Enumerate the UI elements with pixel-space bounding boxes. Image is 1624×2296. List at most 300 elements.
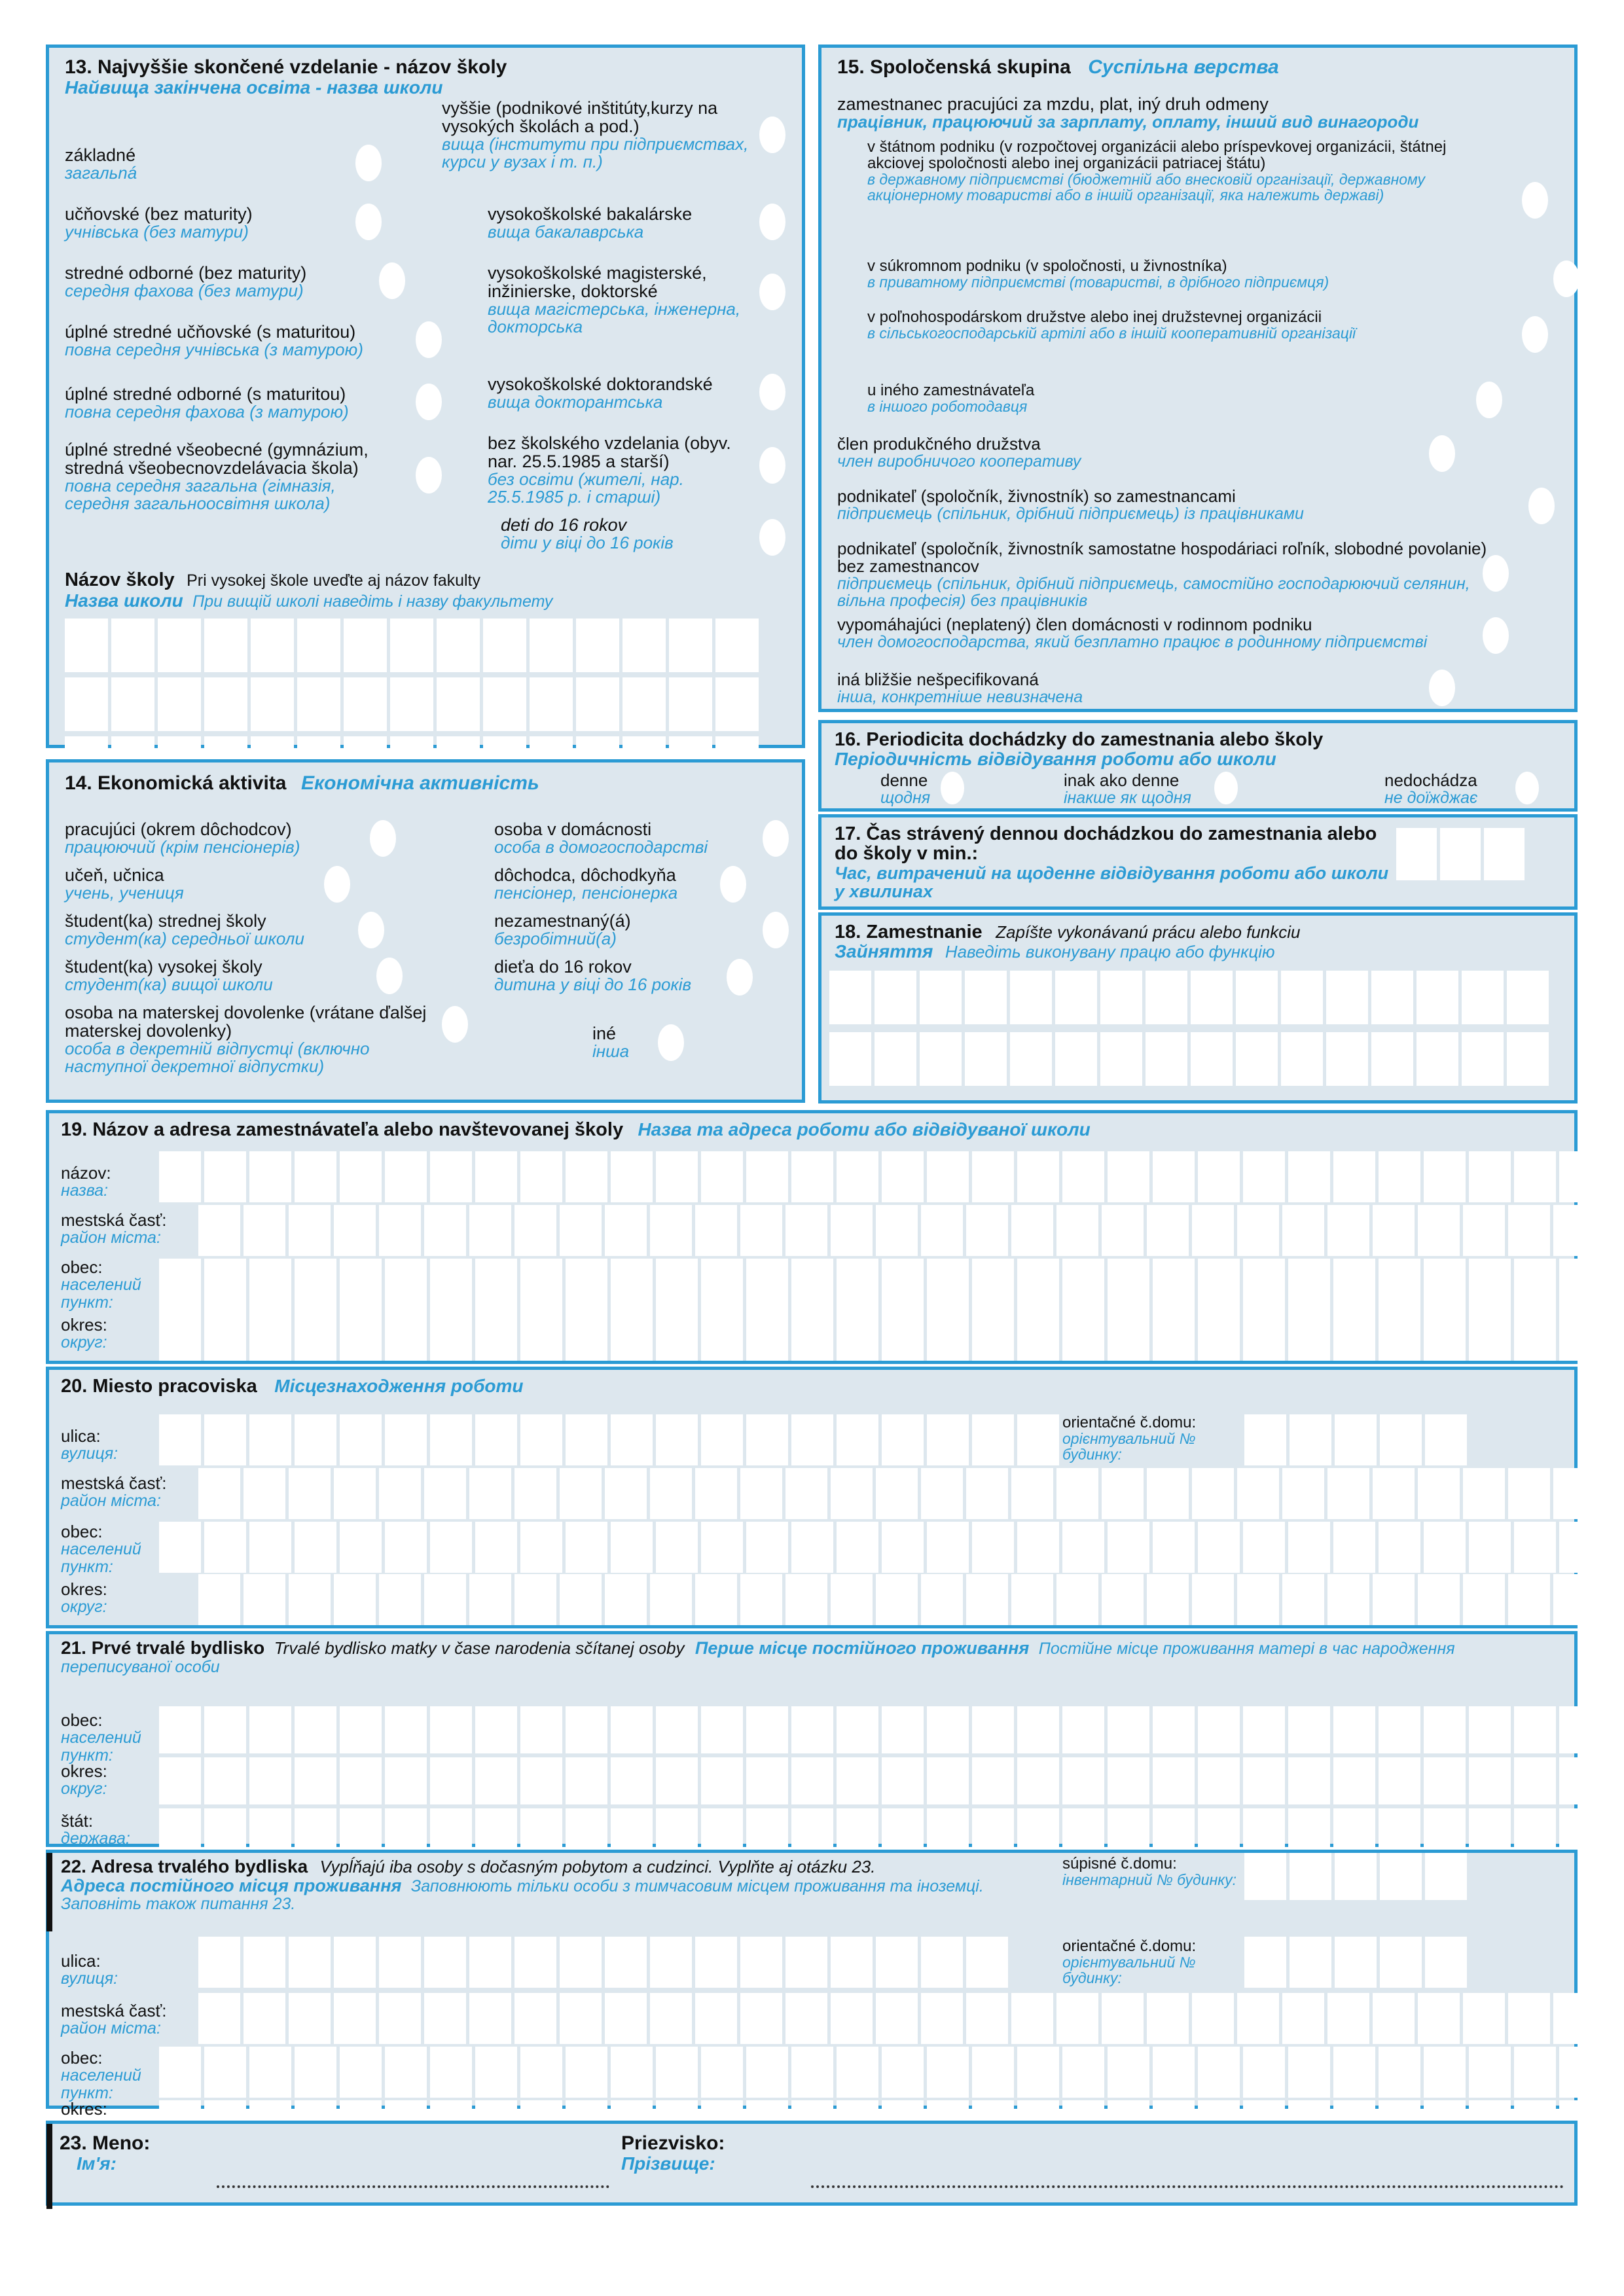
grid-cell[interactable] [611,2047,653,2098]
grid-cell[interactable] [876,1993,918,2044]
grid-cell[interactable] [1326,971,1368,1024]
grid-cell[interactable] [1469,1706,1511,1753]
grid-cell[interactable] [430,1414,472,1465]
grid-cell[interactable] [158,677,201,731]
grid-cell[interactable] [966,1937,1008,1988]
grid-cell[interactable] [514,1993,556,2044]
grid-cell[interactable] [1507,971,1549,1024]
grid-cell[interactable] [927,2047,969,2098]
grid-cell[interactable] [876,1574,918,1625]
grid-cell[interactable] [1425,1414,1467,1465]
grid-cell[interactable] [249,1706,291,1753]
grid-cell[interactable] [1062,1757,1104,1804]
grid-cell[interactable] [1553,1205,1595,1256]
grid-cell[interactable] [1559,1151,1601,1202]
grid-cell[interactable] [295,1706,336,1753]
grid-cell[interactable] [1062,1259,1104,1310]
grid-cell[interactable] [1335,1937,1377,1988]
grid-cell[interactable] [695,1574,737,1625]
grid-cell[interactable] [1062,1706,1104,1753]
grid-cell[interactable] [746,1414,788,1465]
grid-cell[interactable] [656,1151,698,1202]
q13-bubble-6[interactable] [759,117,785,153]
grid-cell[interactable] [204,1757,246,1804]
q13-bubble-9[interactable] [759,374,785,410]
grid-cell[interactable] [791,2047,833,2098]
grid-cell[interactable] [469,1993,511,2044]
grid-cell[interactable] [1559,1310,1601,1361]
grid-cell[interactable] [340,1151,382,1202]
grid-cell[interactable] [1243,1151,1285,1202]
grid-cell[interactable] [1371,1032,1413,1086]
grid-cell[interactable] [295,1414,336,1465]
grid-cell[interactable] [1102,1205,1144,1256]
grid-cell[interactable] [560,1993,602,2044]
grid-cell[interactable] [785,1468,827,1519]
grid-cell[interactable] [520,1310,562,1361]
grid-cell[interactable] [1327,1993,1369,2044]
grid-cell[interactable] [746,1310,788,1361]
grid-cell[interactable] [520,1151,562,1202]
q13-bubble-8[interactable] [759,274,785,310]
grid-cell[interactable] [249,1310,291,1361]
grid-cell[interactable] [520,1414,562,1465]
grid-cell[interactable] [385,1259,427,1310]
grid-cell[interactable] [972,1706,1014,1753]
grid-cell[interactable] [385,1757,427,1804]
grid-cell[interactable] [1244,1414,1286,1465]
grid-cell[interactable] [560,1205,602,1256]
grid-cell[interactable] [882,1414,924,1465]
grid-cell[interactable] [1288,1808,1330,1856]
grid-cell[interactable] [379,1574,421,1625]
grid-cell[interactable] [920,1032,962,1086]
grid-cell[interactable] [1011,1205,1053,1256]
grid-cell[interactable] [1243,1310,1285,1361]
grid-cell[interactable] [1373,1468,1415,1519]
grid-cell[interactable] [656,1259,698,1310]
grid-cell[interactable] [1333,1757,1375,1804]
grid-cell[interactable] [882,1808,924,1856]
grid-cell[interactable] [972,1808,1014,1856]
q14-bubble-left-0[interactable] [370,820,396,857]
grid-cell[interactable] [385,1151,427,1202]
grid-cell[interactable] [475,1808,517,1856]
grid-cell[interactable] [1514,1522,1556,1573]
grid-cell[interactable] [1011,1993,1053,2044]
grid-cell[interactable] [882,1757,924,1804]
q15-bubble-0[interactable] [1522,182,1548,219]
grid-cell[interactable] [111,619,154,672]
grid-cell[interactable] [1108,1706,1149,1753]
grid-cell[interactable] [340,1808,382,1856]
grid-cell[interactable] [1373,1993,1415,2044]
q22-grid-house-number-orientation[interactable] [1244,1937,1470,1988]
grid-cell[interactable] [701,1522,743,1573]
grid-cell[interactable] [1507,1032,1549,1086]
grid-cell[interactable] [469,1574,511,1625]
grid-cell[interactable] [921,1937,963,1988]
grid-cell[interactable] [1282,1574,1324,1625]
grid-cell[interactable] [289,1937,331,1988]
grid-cell[interactable] [1469,2047,1511,2098]
q15-bubble-7[interactable] [1483,617,1509,654]
grid-cell[interactable] [1333,1151,1375,1202]
q20-grid-ulica[interactable] [159,1414,1062,1465]
grid-cell[interactable] [1108,1522,1149,1573]
grid-cell[interactable] [1191,971,1233,1024]
grid-cell[interactable] [1290,1853,1331,1900]
grid-cell[interactable] [927,1706,969,1753]
grid-cell[interactable] [1327,1205,1369,1256]
grid-cell[interactable] [701,1757,743,1804]
grid-cell[interactable] [920,971,962,1024]
grid-cell[interactable] [1335,1414,1377,1465]
grid-cell[interactable] [430,1522,472,1573]
grid-cell[interactable] [1153,1151,1195,1202]
grid-cell[interactable] [1198,1310,1240,1361]
grid-cell[interactable] [424,1993,466,2044]
grid-cell[interactable] [1333,1259,1375,1310]
grid-cell[interactable] [966,1993,1008,2044]
grid-cell[interactable] [972,1151,1014,1202]
grid-cell[interactable] [1514,1259,1556,1310]
grid-cell[interactable] [611,1757,653,1804]
grid-cell[interactable] [340,1706,382,1753]
grid-cell[interactable] [1146,971,1187,1024]
grid-cell[interactable] [295,1522,336,1573]
grid-cell[interactable] [1010,971,1052,1024]
grid-cell[interactable] [1017,1706,1059,1753]
grid-cell[interactable] [1290,1414,1331,1465]
grid-cell[interactable] [1237,1468,1279,1519]
grid-cell[interactable] [159,1151,201,1202]
grid-cell[interactable] [1333,1522,1375,1573]
grid-cell[interactable] [1243,1808,1285,1856]
grid-cell[interactable] [695,1993,737,2044]
grid-cell[interactable] [1062,2047,1104,2098]
grid-cell[interactable] [1379,1151,1420,1202]
grid-cell[interactable] [344,619,387,672]
grid-cell[interactable] [204,2047,246,2098]
q22-grid-ulica[interactable] [198,1937,1011,1988]
grid-cell[interactable] [1379,2047,1420,2098]
grid-cell[interactable] [1017,1808,1059,1856]
grid-cell[interactable] [1333,2047,1375,2098]
grid-cell[interactable] [1011,1574,1053,1625]
grid-cell[interactable] [390,619,433,672]
grid-cell[interactable] [1327,1468,1369,1519]
q14-bubble-right-1[interactable] [720,866,746,903]
grid-cell[interactable] [1380,1853,1422,1900]
grid-cell[interactable] [1559,2047,1601,2098]
grid-cell[interactable] [650,1937,692,1988]
grid-cell[interactable] [611,1522,653,1573]
grid-cell[interactable] [1373,1205,1415,1256]
grid-cell[interactable] [1463,1468,1505,1519]
grid-cell[interactable] [882,1522,924,1573]
grid-cell[interactable] [746,1259,788,1310]
grid-cell[interactable] [385,1522,427,1573]
q15-bubble-8[interactable] [1429,670,1455,706]
q20-grid-okres[interactable] [198,1574,1598,1625]
grid-cell[interactable] [972,1310,1014,1361]
grid-cell[interactable] [530,677,573,731]
grid-cell[interactable] [927,1522,969,1573]
grid-cell[interactable] [1514,1706,1556,1753]
q13-bubble-10[interactable] [759,447,785,484]
grid-cell[interactable] [1244,1853,1286,1900]
grid-cell[interactable] [611,1414,653,1465]
grid-cell[interactable] [530,619,573,672]
grid-cell[interactable] [1017,1757,1059,1804]
grid-cell[interactable] [65,677,108,731]
grid-cell[interactable] [1333,1310,1375,1361]
q21-grid-okres[interactable] [159,1757,1604,1804]
q14-bubble-left-3[interactable] [376,958,403,994]
q22-grid-mestska-cast[interactable] [198,1993,1598,2044]
grid-cell[interactable] [1243,1259,1285,1310]
grid-cell[interactable] [1236,1032,1278,1086]
grid-cell[interactable] [297,619,340,672]
q15-bubble-3[interactable] [1476,382,1502,418]
grid-cell[interactable] [1108,2047,1149,2098]
grid-cell[interactable] [785,1937,827,1988]
grid-cell[interactable] [1282,1468,1324,1519]
grid-cell[interactable] [740,1205,782,1256]
grid-cell[interactable] [837,1706,878,1753]
grid-cell[interactable] [1508,1574,1550,1625]
grid-cell[interactable] [430,1757,472,1804]
grid-cell[interactable] [1056,1993,1098,2044]
grid-cell[interactable] [1243,1522,1285,1573]
grid-cell[interactable] [1153,1808,1195,1856]
grid-cell[interactable] [972,2047,1014,2098]
grid-cell[interactable] [1418,1205,1460,1256]
grid-cell[interactable] [1198,1757,1240,1804]
grid-cell[interactable] [829,971,871,1024]
grid-cell[interactable] [1108,1808,1149,1856]
grid-cell[interactable] [650,1205,692,1256]
grid-cell[interactable] [475,1151,517,1202]
grid-cell[interactable] [1055,971,1097,1024]
grid-cell[interactable] [611,1706,653,1753]
grid-cell[interactable] [1508,1468,1550,1519]
grid-cell[interactable] [1017,1522,1059,1573]
grid-cell[interactable] [249,1259,291,1310]
grid-cell[interactable] [1462,1032,1504,1086]
grid-cell[interactable] [1559,1706,1601,1753]
grid-cell[interactable] [1514,2047,1556,2098]
grid-cell[interactable] [1243,2047,1285,2098]
grid-cell[interactable] [1379,1259,1420,1310]
grid-c ell[interactable] [1559,1808,1601,1856]
grid-cell[interactable] [520,1706,562,1753]
q13-school-name-grid-row-1[interactable] [65,619,762,672]
q13-bubble-5[interactable] [416,457,442,493]
grid-cell[interactable] [1198,1808,1240,1856]
grid-cell[interactable] [785,1205,827,1256]
q14-bubble-left-2[interactable] [358,912,384,948]
grid-cell[interactable] [1017,1414,1059,1465]
grid-cell[interactable] [204,677,247,731]
grid-cell[interactable] [972,1522,1014,1573]
grid-cell[interactable] [424,1937,466,1988]
grid-cell[interactable] [437,677,480,731]
grid-cell[interactable] [656,1808,698,1856]
grid-cell[interactable] [972,1757,1014,1804]
grid-cell[interactable] [520,1259,562,1310]
grid-cell[interactable] [520,1808,562,1856]
grid-cell[interactable] [1102,1574,1144,1625]
grid-cell[interactable] [1056,1468,1098,1519]
grid-cell[interactable] [1288,1151,1330,1202]
grid-cell[interactable] [1192,1993,1234,2044]
grid-cell[interactable] [1288,1706,1330,1753]
grid-cell[interactable] [385,2047,427,2098]
grid-cell[interactable] [1100,971,1142,1024]
grid-cell[interactable] [514,1205,556,1256]
grid-cell[interactable] [1333,1706,1375,1753]
grid-cell[interactable] [1462,971,1504,1024]
grid-cell[interactable] [475,1310,517,1361]
grid-cell[interactable] [576,619,619,672]
grid-cell[interactable] [1056,1574,1098,1625]
grid-cell[interactable] [1017,1310,1059,1361]
grid-cell[interactable] [385,1808,427,1856]
grid-cell[interactable] [1373,1574,1415,1625]
grid-cell[interactable] [385,1414,427,1465]
grid-cell[interactable] [1424,1151,1466,1202]
grid-cell[interactable] [289,1574,331,1625]
grid-cell[interactable] [1062,1151,1104,1202]
grid-cell[interactable] [1416,971,1458,1024]
grid-cell[interactable] [1418,1993,1460,2044]
grid-cell[interactable] [927,1808,969,1856]
grid-cell[interactable] [340,1522,382,1573]
grid-cell[interactable] [1198,1706,1240,1753]
grid-cell[interactable] [611,1310,653,1361]
grid-cell[interactable] [882,1310,924,1361]
grid-cell[interactable] [344,677,387,731]
grid-cell[interactable] [1153,2047,1195,2098]
grid-cell[interactable] [334,1205,376,1256]
grid-cell[interactable] [1559,1259,1601,1310]
grid-cell[interactable] [469,1937,511,1988]
grid-cell[interactable] [695,1937,737,1988]
grid-cell[interactable] [469,1468,511,1519]
grid-cell[interactable] [249,2047,291,2098]
grid-cell[interactable] [198,1574,240,1625]
grid-cell[interactable] [483,619,526,672]
grid-cell[interactable] [746,1808,788,1856]
grid-cell[interactable] [520,1522,562,1573]
grid-cell[interactable] [1379,1706,1420,1753]
grid-cell[interactable] [244,1937,285,1988]
grid-cell[interactable] [1192,1205,1234,1256]
grid-cell[interactable] [1062,1808,1104,1856]
grid-cell[interactable] [249,1151,291,1202]
grid-cell[interactable] [340,1259,382,1310]
grid-cell[interactable] [566,1414,607,1465]
grid-cell[interactable] [746,2047,788,2098]
grid-cell[interactable] [1379,1808,1420,1856]
q13-bubble-3[interactable] [416,321,442,358]
grid-cell[interactable] [927,1310,969,1361]
grid-cell[interactable] [740,1937,782,1988]
grid-cell[interactable] [740,1468,782,1519]
q15-bubble-4[interactable] [1429,435,1455,472]
grid-cell[interactable] [611,1259,653,1310]
grid-cell[interactable] [1380,1937,1422,1988]
grid-cell[interactable] [650,1574,692,1625]
grid-cell[interactable] [1198,1522,1240,1573]
grid-cell[interactable] [1418,1574,1460,1625]
grid-cell[interactable] [669,619,712,672]
grid-cell[interactable] [1553,1574,1595,1625]
grid-cell[interactable] [611,1808,653,1856]
grid-cell[interactable] [1147,1468,1189,1519]
grid-cell[interactable] [566,1259,607,1310]
grid-cell[interactable] [1559,1757,1601,1804]
grid-cell[interactable] [1100,1032,1142,1086]
grid-cell[interactable] [831,1937,873,1988]
grid-cell[interactable] [1379,1757,1420,1804]
grid-cell[interactable] [1288,1310,1330,1361]
grid-cell[interactable] [340,1414,382,1465]
grid-cell[interactable] [1396,828,1437,880]
grid-cell[interactable] [334,1937,376,1988]
q17-minutes-grid[interactable] [1396,828,1528,880]
grid-cell[interactable] [837,1259,878,1310]
grid-cell[interactable] [921,1205,963,1256]
grid-cell[interactable] [430,1808,472,1856]
grid-cell[interactable] [966,1574,1008,1625]
grid-cell[interactable] [1469,1757,1511,1804]
grid-cell[interactable] [837,1522,878,1573]
grid-cell[interactable] [715,677,759,731]
grid-cell[interactable] [379,1205,421,1256]
grid-cell[interactable] [1463,1574,1505,1625]
grid-cell[interactable] [965,971,1007,1024]
grid-cell[interactable] [1281,971,1323,1024]
grid-cell[interactable] [1153,1757,1195,1804]
grid-cell[interactable] [1424,1259,1466,1310]
grid-cell[interactable] [566,2047,607,2098]
grid-cell[interactable] [289,1993,331,2044]
grid-cell[interactable] [785,1993,827,2044]
grid-cell[interactable] [876,1205,918,1256]
grid-cell[interactable] [1108,1151,1149,1202]
grid-cell[interactable] [882,1259,924,1310]
grid-cell[interactable] [1335,1853,1377,1900]
grid-cell[interactable] [669,677,712,731]
grid-cell[interactable] [1153,1706,1195,1753]
grid-cell[interactable] [1108,1259,1149,1310]
grid-cell[interactable] [1290,1937,1331,1988]
grid-cell[interactable] [1102,1993,1144,2044]
grid-cell[interactable] [1153,1522,1195,1573]
grid-cell[interactable] [1198,1151,1240,1202]
grid-cell[interactable] [965,1032,1007,1086]
grid-cell[interactable] [791,1757,833,1804]
grid-cell[interactable] [972,1414,1014,1465]
grid-cell[interactable] [1108,1757,1149,1804]
grid-cell[interactable] [611,1151,653,1202]
grid-cell[interactable] [1282,1993,1324,2044]
grid-cell[interactable] [1288,2047,1330,2098]
grid-cell[interactable] [249,1522,291,1573]
